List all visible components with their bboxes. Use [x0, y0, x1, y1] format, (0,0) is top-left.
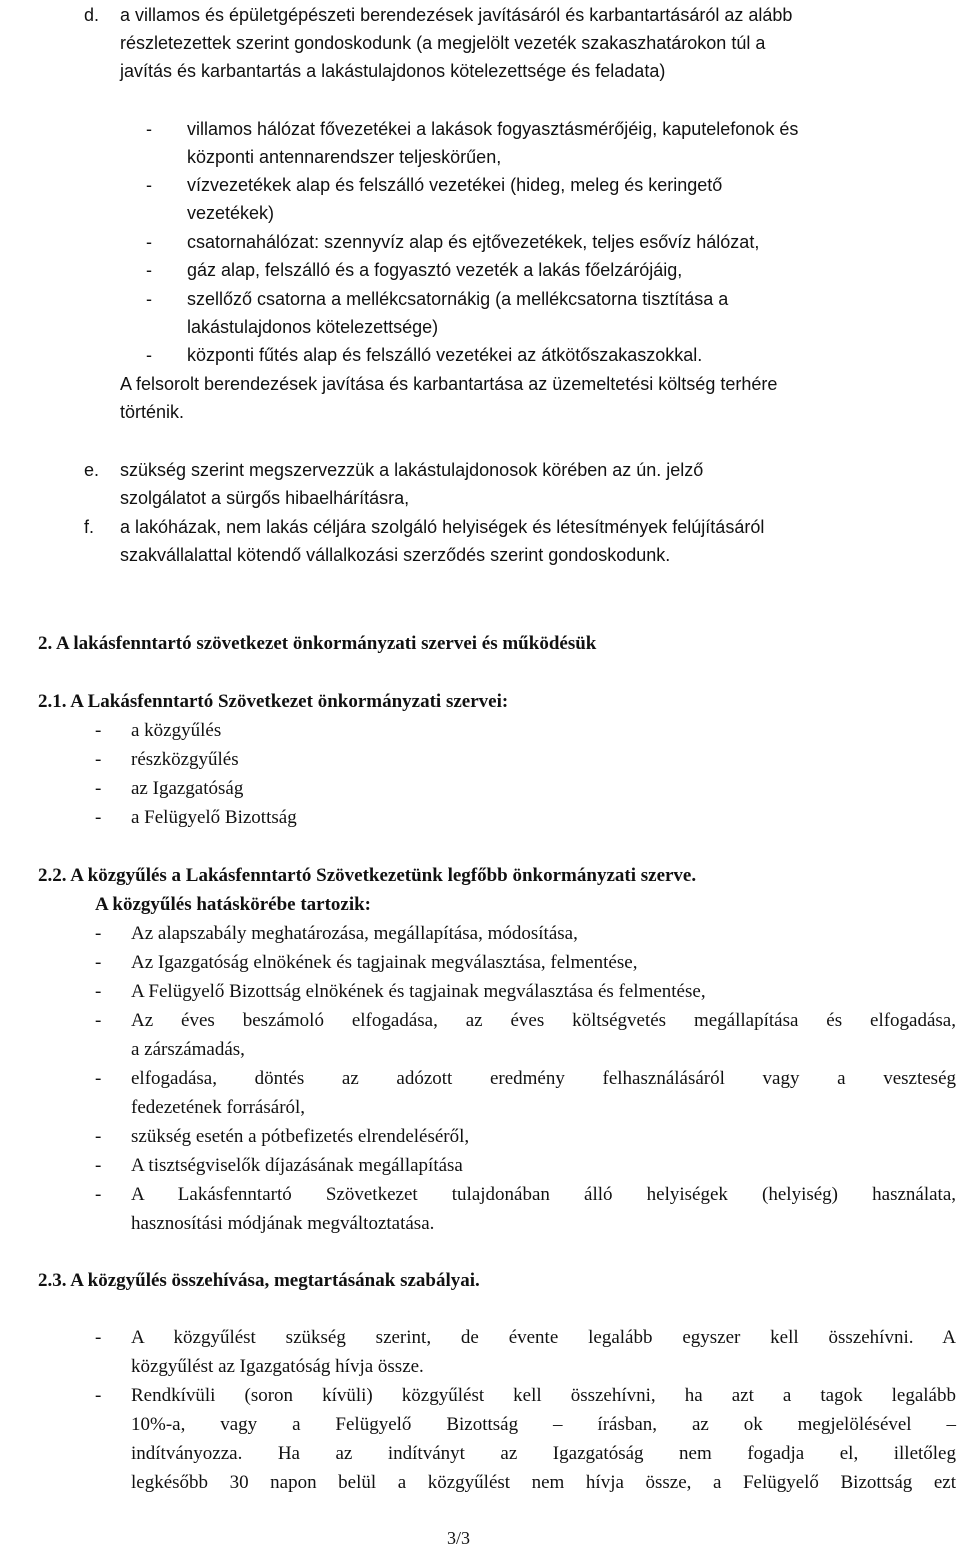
section-f-marker: f. [84, 517, 95, 537]
section-e-line: szolgálatot a sürgős hibaelhárításra, [120, 488, 410, 508]
section-heading: 2. A lakásfenntartó szövetkezet önkormányzati szervei és működésük [38, 633, 597, 654]
list-item-continuation: a zárszámadás, [131, 1039, 245, 1060]
list-item: szellőző csatorna a mellékcsatornákig (a mellékcsatorna tisztítása a [187, 289, 729, 309]
section-d-marker: d. [84, 5, 100, 25]
subsection-heading: 2.3. A közgyűlés összehívása, megtartásának szabályai. [38, 1270, 480, 1291]
dash: - [95, 981, 102, 1002]
dash: - [95, 1155, 102, 1176]
section-e-marker: e. [84, 460, 100, 480]
list-item-continuation: 10%-a, vagy a Felügyelő Bizottság – írásban, az ok megjelölésével – [131, 1414, 956, 1435]
list-item: vízvezetékek alap és felszálló vezetékei (hideg, meleg és keringető [187, 175, 723, 195]
dash: - [146, 260, 152, 280]
list-item-continuation: hasznosítási módjának megváltoztatása. [131, 1213, 435, 1234]
list-item: központi fűtés alap és felszálló vezetékei az átkötőszakaszokkal. [187, 345, 703, 365]
list-item: a Felügyelő Bizottság [131, 807, 297, 828]
list-item: elfogadása, döntés az adózott eredmény felhasználásáról vagy a veszteség [131, 1068, 956, 1089]
list-item-continuation: központi antennarendszer teljeskörűen, [187, 147, 502, 167]
list-item: villamos hálózat fővezetékei a lakások fogyasztásmérőjéig, kaputelefonok és [187, 119, 799, 139]
list-item-continuation: fedezetének forrásáról, [131, 1097, 306, 1118]
list-item: szükség esetén a pótbefizetés elrendeléséről, [131, 1126, 470, 1147]
list-item: Az Igazgatóság elnökének és tagjainak megválasztása, felmentése, [131, 952, 638, 973]
list-item: a közgyűlés [131, 720, 222, 741]
list-item: A Lakásfenntartó Szövetkezet tulajdonában álló helyiségek (helyiség) használata, [131, 1184, 956, 1205]
list-item: gáz alap, felszálló és a fogyasztó vezeték a lakás főelzárójáig, [187, 260, 683, 280]
section-f-line: szakvállalattal kötendő vállalkozási szerződés szerint gondoskodunk. [120, 545, 671, 565]
page-number: 3/3 [447, 1528, 471, 1548]
section-d-closing-line: A felsorolt berendezések javítása és karbantartása az üzemeltetési költség terhére [120, 374, 778, 394]
dash: - [95, 807, 102, 828]
section-f-line: a lakóházak, nem lakás céljára szolgáló helyiségek és létesítmények felújításáról [120, 517, 765, 537]
section-e-line: szükség szerint megszervezzük a lakástulajdonosok körében az ún. jelző [120, 460, 704, 480]
dash: - [146, 289, 152, 309]
dash: - [95, 749, 102, 770]
dash: - [146, 175, 152, 195]
subsection-heading: 2.2. A közgyűlés a Lakásfenntartó Szövetkezetünk legfőbb önkormányzati szerve. [38, 865, 697, 886]
dash: - [95, 720, 102, 741]
section-d-closing-line: történik. [120, 402, 185, 422]
list-item: az Igazgatóság [131, 778, 244, 799]
section-d-intro-line: a villamos és épületgépészeti berendezések javításáról és karbantartásáról az alább [120, 5, 793, 25]
dash: - [95, 1068, 102, 1089]
list-item: Az éves beszámoló elfogadása, az éves költségvetés megállapítása és elfogadása, [131, 1010, 956, 1031]
subsection-subheading: A közgyűlés hatáskörébe tartozik: [95, 894, 372, 915]
dash: - [95, 952, 102, 973]
list-item-continuation: vezetékek) [187, 203, 275, 223]
list-item-continuation: legkésőbb 30 napon belül a közgyűlést nem hívja össze, a Felügyelő Bizottság ezt [131, 1472, 956, 1493]
subsection-heading: 2.1. A Lakásfenntartó Szövetkezet önkormányzati szervei: [38, 691, 509, 712]
list-item: Rendkívüli (soron kívüli) közgyűlést kell összehívni, ha azt a tagok legalább [131, 1385, 956, 1406]
list-item: részközgyűlés [131, 749, 239, 770]
dash: - [146, 119, 152, 139]
section-d-intro-line: javítás és karbantartás a lakástulajdonos kötelezettsége és feladata) [120, 61, 666, 81]
dash: - [95, 1385, 102, 1406]
list-item: csatornahálózat: szennyvíz alap és ejtővezetékek, teljes esővíz hálózat, [187, 232, 760, 252]
dash: - [95, 1327, 102, 1348]
dash: - [95, 1010, 102, 1031]
section-d-intro-line: részletezettek szerint gondoskodunk (a megjelölt vezeték szakaszhatárokon túl a [120, 33, 766, 53]
list-item: Az alapszabály meghatározása, megállapítása, módosítása, [131, 923, 578, 944]
list-item: A közgyűlést szükség szerint, de évente legalább egyszer kell összehívni. A [131, 1327, 956, 1348]
dash: - [146, 345, 152, 365]
dash: - [95, 1184, 102, 1205]
dash: - [95, 778, 102, 799]
dash: - [95, 1126, 102, 1147]
list-item-continuation: lakástulajdonos kötelezettsége) [187, 317, 439, 337]
dash: - [95, 923, 102, 944]
list-item: A tisztségviselők díjazásának megállapítása [131, 1155, 463, 1176]
list-item-continuation: közgyűlést az Igazgatóság hívja össze. [131, 1356, 424, 1377]
dash: - [146, 232, 152, 252]
list-item-continuation: indítványozza. Ha az indítványt az Igazgatóság nem fogadja el, illetőleg [131, 1443, 956, 1464]
list-item: A Felügyelő Bizottság elnökének és tagjainak megválasztása és felmentése, [131, 981, 706, 1002]
